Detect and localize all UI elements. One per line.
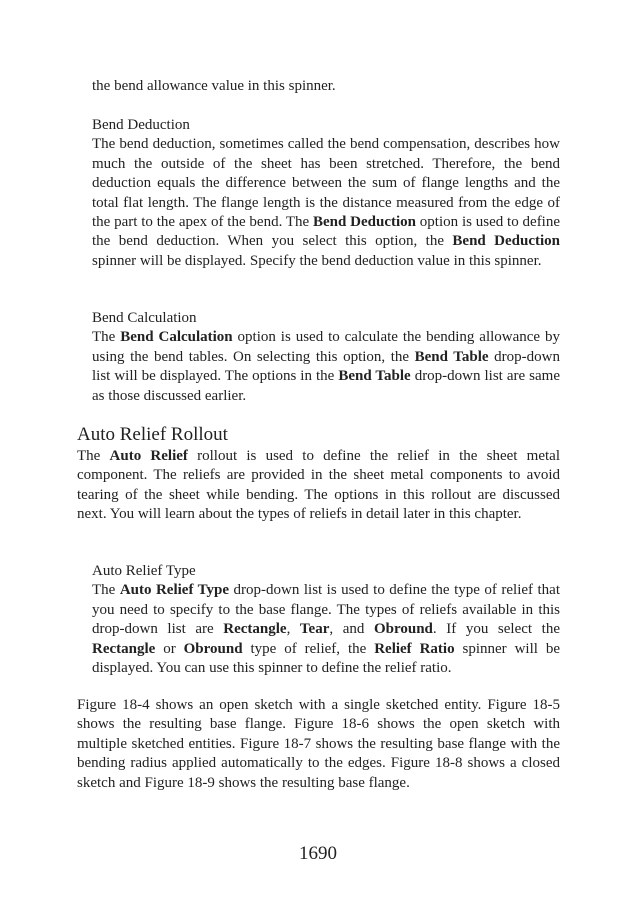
paragraph-text: the bend allowance value in this spinner.	[92, 78, 336, 94]
auto-relief-type-section	[92, 562, 560, 678]
bend-deduction-heading: Bend Deduction	[92, 117, 190, 133]
page-number: 1690	[299, 843, 337, 864]
bend-calculation-heading: Bend Calculation	[92, 310, 197, 326]
figures-section	[77, 696, 560, 793]
auto-relief-rollout-paragraph: The Auto Relief rollout is used to define the relief in the sheet metal component. The reliefs are provided in the sheet metal components to avoid tearing of the sheet while bending. The options in this rollout are discussed next. You will learn about the types of reliefs in detail later in this chapter.	[77, 448, 561, 523]
auto-relief-type-paragraph: The Auto Relief Type drop-down list is used to define the type of relief that you need to specify to the base flange. The types of reliefs available in this drop-down list are Rectangle, Tear, and Obround. If you select the Rectangle or Obround type of relief, the Relief Ratio spinner will be displayed. You can use this spinner to define the relief ratio.	[92, 582, 560, 677]
bend-calculation-paragraph: The Bend Calculation option is used to calculate the bending allowance by using the bend tables. On selecting this option, the Bend Table drop-down list will be displayed. The options in the Bend Table drop-down list are same as those discussed earlier.	[92, 329, 560, 404]
figures-paragraph: Figure 18-4 shows an open sketch with a single sketched entity. Figure 18-5 shows the resulting base flange. Figure 18-6 shows the open sketch with multiple sketched entities. Figure 18-7 shows the resulting base flange with the bending radius applied automatically to the edges. Figure 18-8 shows a closed sketch and Figure 18-9 shows the resulting base flange.	[77, 697, 560, 791]
auto-relief-rollout-heading: Auto Relief Rollout	[77, 424, 228, 445]
auto-relief-type-heading: Auto Relief Type	[92, 563, 196, 579]
bend-deduction-paragraph: The bend deduction, sometimes called the bend compensation, describes how much the outside of the sheet has been stretched. Therefore, the bend deduction equals the difference between the sum of flange lengths and the total flat length. The flange length is the distance measured from the edge of the part to the apex of the bend. The Bend Deduction option is used to define the bend deduction. When you select this option, the Bend Deduction spinner will be displayed. Specify the bend deduction value in this spinner.	[92, 136, 561, 269]
auto-relief-rollout-section	[77, 423, 560, 525]
bend-calculation-section	[92, 309, 560, 406]
continued-paragraph	[92, 77, 560, 96]
bend-deduction-section	[92, 116, 560, 271]
